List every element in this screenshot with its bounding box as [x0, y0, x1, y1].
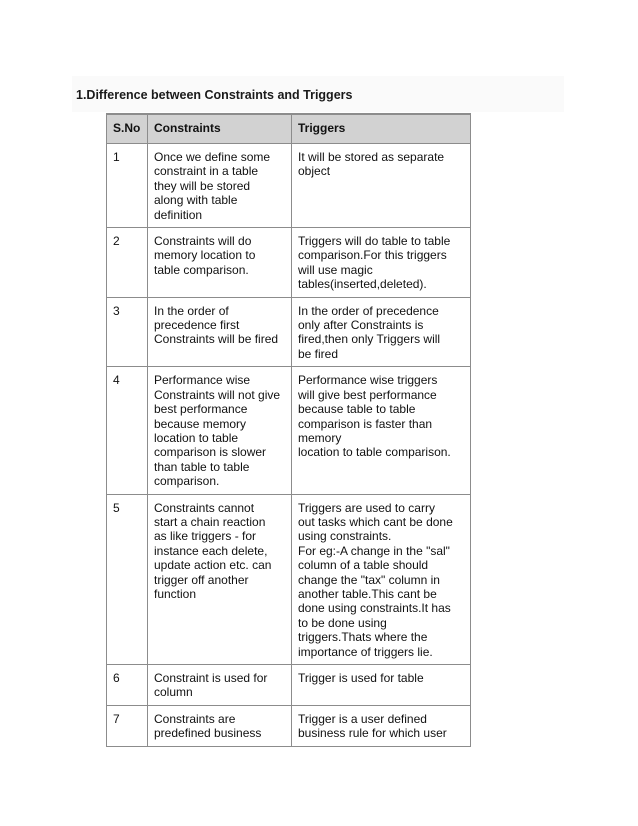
row-sno: 1 — [107, 144, 148, 228]
row-sno: 4 — [107, 367, 148, 494]
header-sno: S.No — [107, 114, 148, 144]
table-row — [107, 228, 471, 298]
row-sno: 3 — [107, 297, 148, 367]
row-constraints: In the order of precedence first Constraints will be fired — [148, 297, 292, 367]
table-row — [107, 297, 471, 367]
row-sno: 5 — [107, 494, 148, 664]
row-triggers: Performance wise triggers will give best performance because table to table comparison is faster than memory location to table comparison. — [292, 367, 471, 494]
table-row — [107, 367, 471, 494]
row-constraints: Constraints are predefined business — [148, 705, 292, 746]
row-sno: 7 — [107, 705, 148, 746]
row-triggers: Trigger is used for table — [292, 665, 471, 706]
document-heading: 1.Difference between Constraints and Triggers — [76, 88, 353, 102]
row-constraints: Constraints will do memory location to table comparison. — [148, 228, 292, 298]
row-triggers: Triggers are used to carry out tasks which cant be done using constraints. For eg:-A change in the "sal" column of a table should change the "tax" column in another table.This cant be done using constraints.It has to be done using triggers.Thats where the importance of triggers lie. — [292, 494, 471, 664]
table-row — [107, 494, 471, 664]
table-row — [107, 144, 471, 228]
comparison-table — [106, 113, 471, 747]
row-sno: 2 — [107, 228, 148, 298]
row-sno: 6 — [107, 665, 148, 706]
row-triggers: In the order of precedence only after Constraints is fired,then only Triggers will be fired — [292, 297, 471, 367]
table-row — [107, 705, 471, 746]
row-triggers: Triggers will do table to table comparison.For this triggers will use magic tables(inserted,deleted). — [292, 228, 471, 298]
row-constraints: Constraints cannot start a chain reaction as like triggers - for instance each delete, update action etc. can trigger off another function — [148, 494, 292, 664]
row-constraints: Once we define some constraint in a table they will be stored along with table definition — [148, 144, 292, 228]
row-triggers: It will be stored as separate object — [292, 144, 471, 228]
header-triggers: Triggers — [292, 114, 471, 144]
table-row — [107, 665, 471, 706]
row-constraints: Constraint is used for column — [148, 665, 292, 706]
row-constraints: Performance wise Constraints will not give best performance because memory location to table comparison is slower than table to table comparison. — [148, 367, 292, 494]
header-constraints: Constraints — [148, 114, 292, 144]
row-triggers: Trigger is a user defined business rule for which user — [292, 705, 471, 746]
table-header-row — [107, 114, 471, 144]
